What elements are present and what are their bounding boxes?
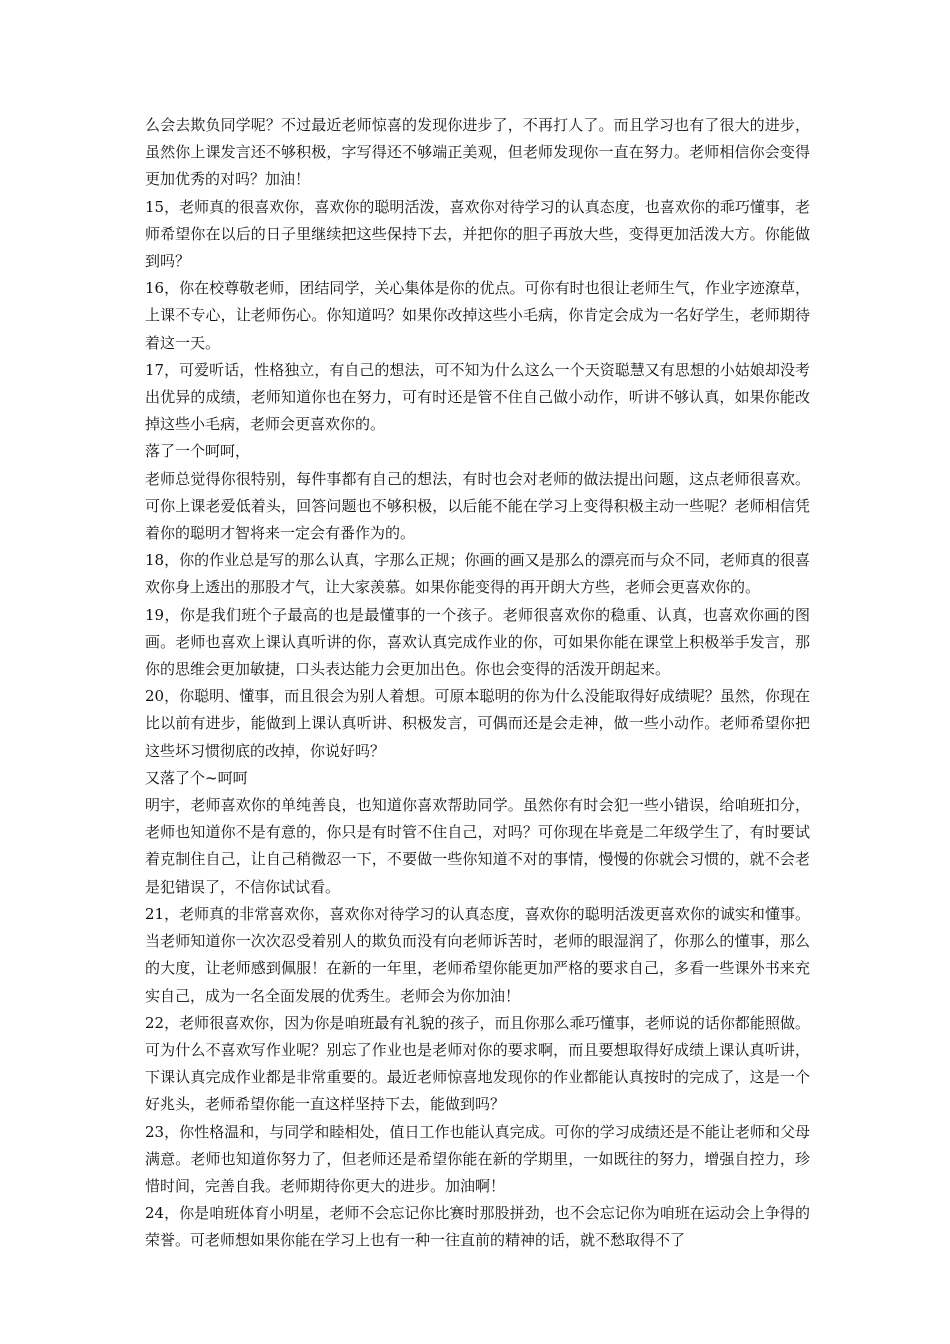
paragraph-note-1: 落了一个呵呵， bbox=[145, 442, 251, 461]
paragraph-comment-19: 19，你是我们班个子最高的也是最懂事的一个孩子。老师很喜欢你的稳重、认真，也喜欢你画的图画。老师也喜欢上课认真听讲的你，喜欢认真完成作业的你，可如果你能在课堂上积极举手发言，那你的思维会更加敏捷，口头表达能力会更加出色。你也会变得的活泼开朗起来。 bbox=[145, 605, 810, 679]
paragraph-comment-23: 23，你性格温和，与同学和睦相处，值日工作也能认真完成。可你的学习成绩还是不能让老师和父母满意。老师也知道你努力了，但老师还是希望你能在新的学期里，一如既往的努力，增强自控力，珍惜时间，完善自我。老师期待你更大的进步。加油啊！ bbox=[145, 1122, 810, 1195]
paragraph-comment-15: 15，老师真的很喜欢你，喜欢你的聪明活泼，喜欢你对待学习的认真态度，也喜欢你的乖巧懂事，老师希望你在以后的日子里继续把这些保持下去，并把你的胆子再放大些，变得更加活泼大方。你能做到吗？ bbox=[145, 197, 810, 271]
paragraph-comment-18: 18，你的作业总是写的那么认真，字那么正规；你画的画又是那么的漂亮而与众不同，老师真的很喜欢你身上透出的那股才气，让大家羡慕。如果你能变得的再开朗大方些，老师会更喜欢你的。 bbox=[145, 551, 810, 597]
paragraph-comment-extra-1: 老师总觉得你很特别，每件事都有自己的想法，有时也会对老师的做法提出问题，这点老师很喜欢。可你上课老爱低着头，回答问题也不够积极，以后能不能在学习上变得积极主动一些呢？老师相信凭着你的聪明才智将来一定会有番作为的。 bbox=[145, 469, 810, 543]
document-page bbox=[145, 112, 810, 1255]
paragraph-continued: 么会去欺负同学呢？不过最近老师惊喜的发现你进步了，不再打人了。而且学习也有了很大的进步，虽然你上课发言还不够积极，字写得还不够端正美观，但老师发现你一直在努力。老师相信你会变得更加优秀的对吗？加油！ bbox=[145, 116, 810, 189]
paragraph-comment-20: 20，你聪明、懂事，而且很会为别人着想。可原本聪明的你为什么没能取得好成绩呢？虽然，你现在比以前有进步，能做到上课认真听讲、积极发言，可偶而还是会走神，做一些小动作。老师希望你把这些坏习惯彻底的改掉，你说好吗？ bbox=[145, 687, 810, 760]
paragraph-comment-22: 22，老师很喜欢你，因为你是咱班最有礼貌的孩子，而且你那么乖巧懂事，老师说的话你都能照做。可为什么不喜欢写作业呢？别忘了作业也是老师对你的要求啊，而且要想取得好成绩上课认真听讲，下课认真完成作业都是非常重要的。最近老师惊喜地发现你的作业都能认真按时的完成了，这是一个好兆头，老师希望你能一直这样坚持下去，能做到吗？ bbox=[145, 1013, 810, 1114]
paragraph-comment-16: 16，你在校尊敬老师，团结同学，关心集体是你的优点。可你有时也很让老师生气，作业字迹潦草，上课不专心，让老师伤心。你知道吗？如果你改掉这些小毛病，你肯定会成为一名好学生，老师期待着这一天。 bbox=[145, 279, 810, 352]
paragraph-comment-17: 17，可爱听话，性格独立，有自己的想法，可不知为什么这么一个天资聪慧又有思想的小姑娘却没考出优异的成绩，老师知道你也在努力，可有时还是管不住自己做小动作，听讲不够认真，如果你能改掉这些小毛病，老师会更喜欢你的。 bbox=[145, 360, 810, 434]
paragraph-note-2: 又落了个~呵呵 bbox=[145, 768, 248, 787]
paragraph-comment-mingyu: 明宇，老师喜欢你的单纯善良，也知道你喜欢帮助同学。虽然你有时会犯一些小错误，给咱班扣分，老师也知道你不是有意的，你只是有时管不住自己，对吗？可你现在毕竟是二年级学生了，有时要试着克制住自己，让自己稍微忍一下，不要做一些你知道不对的事情，慢慢的你就会习惯的，就不会老是犯错误了，不信你试试看。 bbox=[145, 796, 810, 896]
paragraph-comment-24: 24，你是咱班体育小明星，老师不会忘记你比赛时那股拼劲，也不会忘记你为咱班在运动会上争得的荣誉。可老师想如果你能在学习上也有一种一往直前的精神的话，就不愁取得不了 bbox=[145, 1204, 810, 1250]
paragraph-comment-21: 21，老师真的非常喜欢你，喜欢你对待学习的认真态度，喜欢你的聪明活泼更喜欢你的诚实和懂事。当老师知道你一次次忍受着别人的欺负而没有向老师诉苦时，老师的眼湿润了，你那么的懂事，那么的大度，让老师感到佩服！在新的一年里，老师希望你能更加严格的要求自己，多看一些课外书来充实自己，成为一名全面发展的优秀生。老师会为你加油！ bbox=[145, 904, 810, 1005]
